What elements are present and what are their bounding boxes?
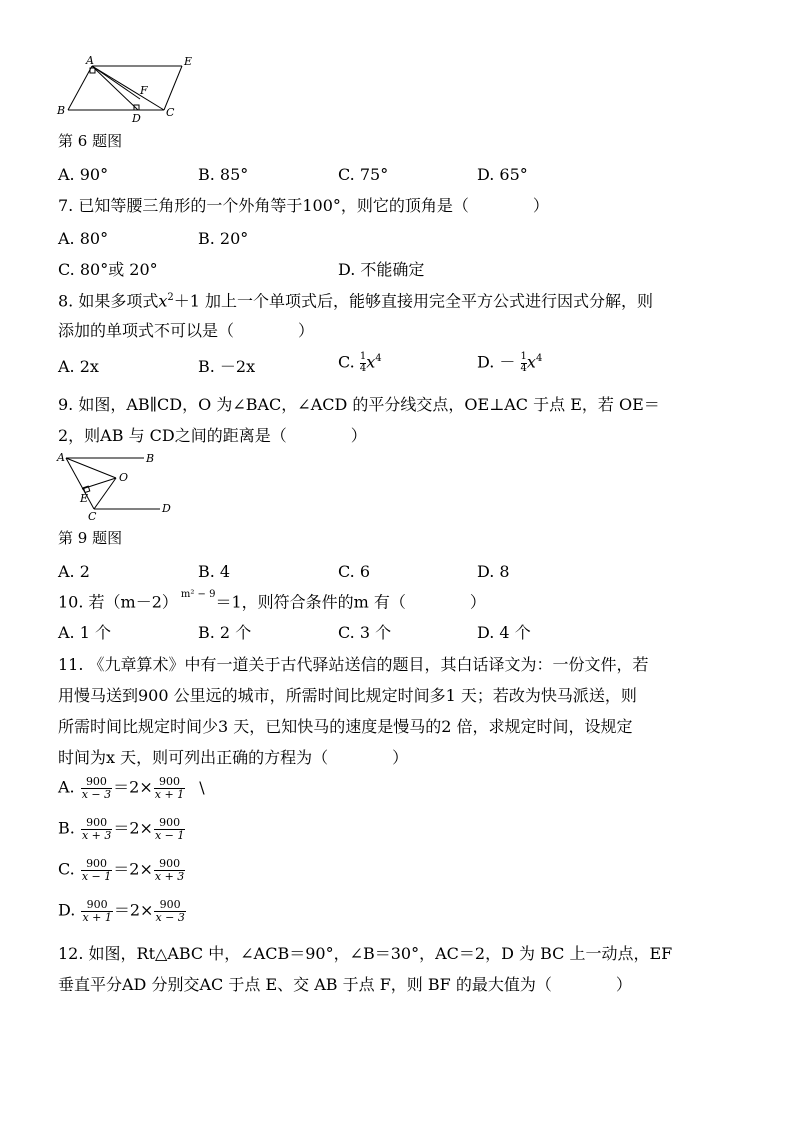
q11-option-a [58,776,205,800]
q8-c-exp: 4 [375,353,382,365]
q11-a-n2: 900 [154,776,185,789]
q6-option-b: B. 85° [198,165,249,184]
fig6-label-B: B [57,104,66,117]
fig9-label-B: B [146,452,155,465]
q9-option-a: A. 2 [58,562,90,581]
fig6-label-D: D [132,112,141,124]
q8-stem-pre: 8. 如果多项式 [58,291,159,311]
q11-d-d2: x − 3 [155,910,185,924]
q8-option-a: A. 2x [58,357,99,376]
q9-stem-line1: 9. 如图，AB∥CD，O 为∠BAC，∠ACD 的平分线交点，OE⊥AC 于点 E，若 OE＝ [58,395,660,414]
q11-b-n1: 900 [81,817,112,830]
q11-d-n2: 900 [154,899,185,912]
q12-stem-line2: 垂直平分AD 分别交AC 于点 E、交 AB 于点 F，则 BF 的最大值为（ ） [58,975,632,994]
q11-option-label: D. [58,900,76,920]
fig9-label-C: C [88,510,97,522]
q11-option-b [58,817,186,841]
q11-b-mid: ＝2× [113,818,153,838]
q7-option-a: A. 80° [58,229,109,248]
q11-a-n1: 900 [81,776,112,789]
q11-c-mid: ＝2× [113,859,153,879]
q11-stem-line2: 用慢马送到900 公里远的城市，所需时间比规定时间多1 天；若改为快马派送，则 [58,686,637,705]
fig6-label-F: F [140,84,148,97]
q10-stem-post: ＝1，则符合条件的m 有（ ） [215,592,486,612]
q11-b-d2: x − 1 [154,828,185,842]
q9-option-c: C. 6 [338,562,371,581]
q11-option-d [58,899,187,923]
q11-option-label: B. [58,818,75,838]
q10-exponent: m² − 9 [180,589,216,600]
q11-stem-line1: 11. 《九章算术》中有一道关于古代驿站送信的题目，其白话译文为：一份文件，若 [58,655,649,674]
q8-stem-mid: ＋1 加上一个单项式后，能够直接用完全平方公式进行因式分解，则 [173,291,654,311]
q11-b-n2: 900 [154,817,185,830]
fig9-label-O: O [119,471,129,484]
q11-fraction-left [81,858,112,882]
q11-fraction-right [154,817,185,841]
q11-fraction-right [154,899,185,923]
fig9-label-A: A [57,451,65,464]
q6-option-d: D. 65° [477,165,528,184]
q11-c-n1: 900 [81,858,112,871]
q11-a-d2: x + 1 [154,787,185,801]
figure-caption-q6: 第 6 题图 [58,132,123,150]
q9-option-b: B. 4 [198,562,231,581]
q6-option-c: C. 75° [338,165,389,184]
q7-option-c: C. 80°或 20° [58,260,158,279]
q8-option-d [477,352,542,374]
q8-option-d-prefix: D. － [477,352,516,372]
fig9-label-E: E [80,492,89,505]
q11-d-mid: ＝2× [113,900,154,920]
q10-option-d: D. 4 个 [477,623,531,642]
q8-option-c [338,352,382,374]
q8-stem-line2: 添加的单项式不可以是（ ） [58,321,315,340]
q12-stem-line1: 12. 如图，Rt△ABC 中，∠ACB＝90°，∠B＝30°，AC＝2，D 为 BC 上一动点，EF [58,944,673,963]
q11-fraction-right [154,858,185,882]
figure-q9 [54,448,184,522]
q11-fraction-left [81,899,112,923]
q9-stem-line2: 2，则AB 与 CD之间的距离是（ ） [58,426,367,445]
q8-d-den: 4 [520,362,527,374]
q11-c-d2: x + 3 [154,869,185,883]
q9-option-d: D. 8 [477,562,510,581]
q11-fraction-left [81,817,112,841]
fig6-label-C: C [166,106,175,119]
q8-d-exp: 4 [535,353,543,365]
q8-var: x [158,291,168,311]
q6-option-a: A. 90° [58,165,109,184]
q11-option-c [58,858,186,882]
q11-d-d1: x + 1 [82,910,112,924]
q8-d-var: x [526,352,536,372]
q8-exp: 2 [167,292,174,303]
fig6-label-E: E [184,55,193,68]
q11-a-mid: ＝2× [113,777,153,797]
q10-option-c: C. 3 个 [338,623,392,642]
q10-option-a: A. 1 个 [58,623,111,642]
q8-c-den: 4 [359,362,367,374]
q8-stem-line1 [58,293,653,309]
q11-fraction-right [154,776,185,800]
q8-option-b: B. －2x [198,357,256,376]
q8-c-var: x [366,352,376,372]
q7-option-d: D. 不能确定 [338,260,425,279]
q10-stem-pre: 10. 若（m－2） [58,592,178,612]
q8-c-num: 1 [359,351,367,362]
q11-c-n2: 900 [154,858,185,871]
q11-stem-line3: 所需时间比规定时间少3 天，已知快马的速度是慢马的2 倍，求规定时间，设规定 [58,717,633,736]
q10-option-b: B. 2 个 [198,623,252,642]
q7-stem: 7. 已知等腰三角形的一个外角等于100°，则它的顶角是（ ） [58,196,549,215]
q11-fraction-left [81,776,112,800]
q11-c-d1: x − 1 [81,869,112,883]
q11-a-d1: x − 3 [81,787,112,801]
q7-option-b: B. 20° [198,229,249,248]
q10-stem [58,589,486,612]
q11-option-label: C. [58,859,75,879]
q11-a-tail: \ [199,777,205,797]
fig9-label-D: D [162,502,171,515]
figure-q6 [54,54,204,124]
q8-option-c-prefix: C. [338,352,355,372]
q11-stem-line4: 时间为x 天，则可列出正确的方程为（ ） [58,748,409,767]
q11-option-label: A. [58,777,75,797]
fig6-label-A: A [86,54,94,67]
q8-d-num: 1 [520,351,527,362]
q11-d-n1: 900 [81,899,112,912]
figure-caption-q9: 第 9 题图 [58,529,123,547]
q11-b-d1: x + 3 [81,828,112,842]
